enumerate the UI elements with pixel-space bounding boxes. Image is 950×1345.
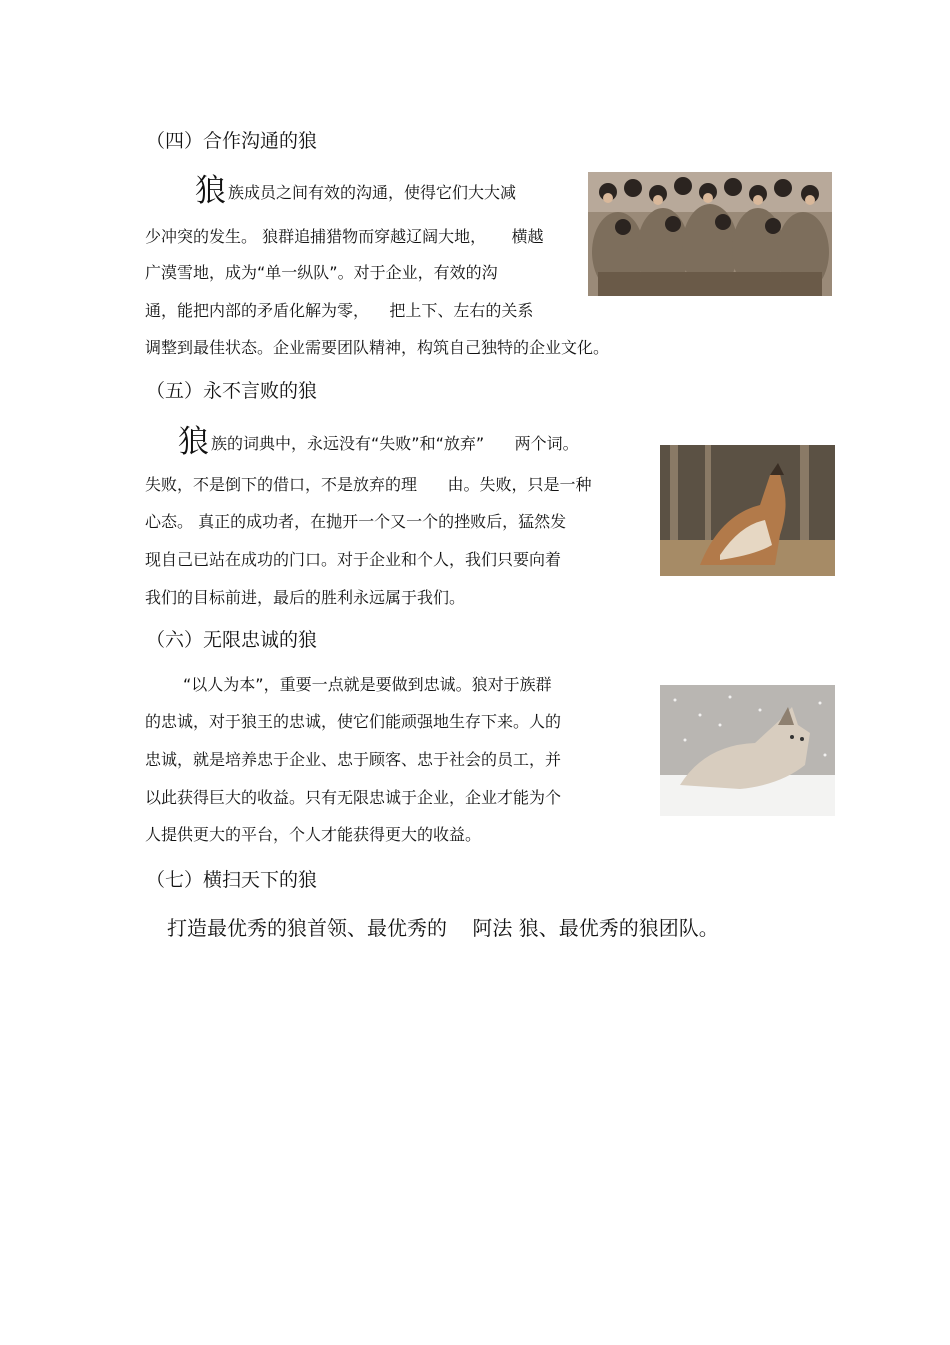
section5-heading: （五）永不言败的狼 xyxy=(146,380,318,402)
section4-line1-text: 族成员之间有效的沟通，使得它们大大减 xyxy=(228,183,517,202)
section7-line1: 打造最优秀的狼首领、最优秀的 阿法 狼、最优秀的狼团队。 xyxy=(167,916,719,940)
section5-line1 xyxy=(178,424,579,460)
section5-line3: 心态。 真正的成功者，在抛开一个又一个的挫败后，猛然发 xyxy=(145,512,567,531)
section6-line5: 人提供更大的平台，个人才能获得更大的收益。 xyxy=(145,825,482,844)
section6-line1: “以人为本”，重要一点就是要做到忠诚。狼对于族群 xyxy=(183,675,552,694)
section6-line3: 忠诚，就是培养忠于企业、忠于顾客、忠于社会的员工，并 xyxy=(145,750,562,769)
section6-line2: 的忠诚，对于狼王的忠诚，使它们能顽强地生存下来。人的 xyxy=(145,712,562,731)
section4-line4: 通，能把内部的矛盾化解为零， 把上下、左右的关系 xyxy=(145,301,534,320)
section4-line2: 少冲突的发生。 狼群追捕猎物而穿越辽阔大地， 横越 xyxy=(145,227,544,246)
section6-heading: （六）无限忠诚的狼 xyxy=(146,629,318,651)
section5-line2: 失败，不是倒下的借口，不是放弃的理 由。失败，只是一种 xyxy=(145,475,592,494)
section4-dropcap: 狼 xyxy=(195,173,226,209)
section7-heading: （七）横扫天下的狼 xyxy=(146,869,318,891)
section4-heading: （四）合作沟通的狼 xyxy=(146,130,318,152)
howling-wolf-photo xyxy=(660,445,835,576)
section5-line4: 现自己已站在成功的门口。对于企业和个人，我们只要向着 xyxy=(145,550,562,569)
snow-wolf-photo xyxy=(660,685,835,816)
section4-line3: 广漠雪地，成为“单一纵队”。对于企业，有效的沟 xyxy=(145,263,498,282)
section4-line5: 调整到最佳状态。企业需要团队精神，构筑自己独特的企业文化。 xyxy=(145,338,610,357)
section4-line1 xyxy=(195,173,517,209)
section5-line5: 我们的目标前进，最后的胜利永远属于我们。 xyxy=(145,588,466,607)
section5-line1-text: 族的词典中，永远没有“失败”和“放弃” 两个词。 xyxy=(211,434,579,453)
team-huddle-photo xyxy=(588,172,832,296)
section5-dropcap: 狼 xyxy=(178,424,209,460)
section6-line4: 以此获得巨大的收益。只有无限忠诚于企业，企业才能为个 xyxy=(145,788,562,807)
